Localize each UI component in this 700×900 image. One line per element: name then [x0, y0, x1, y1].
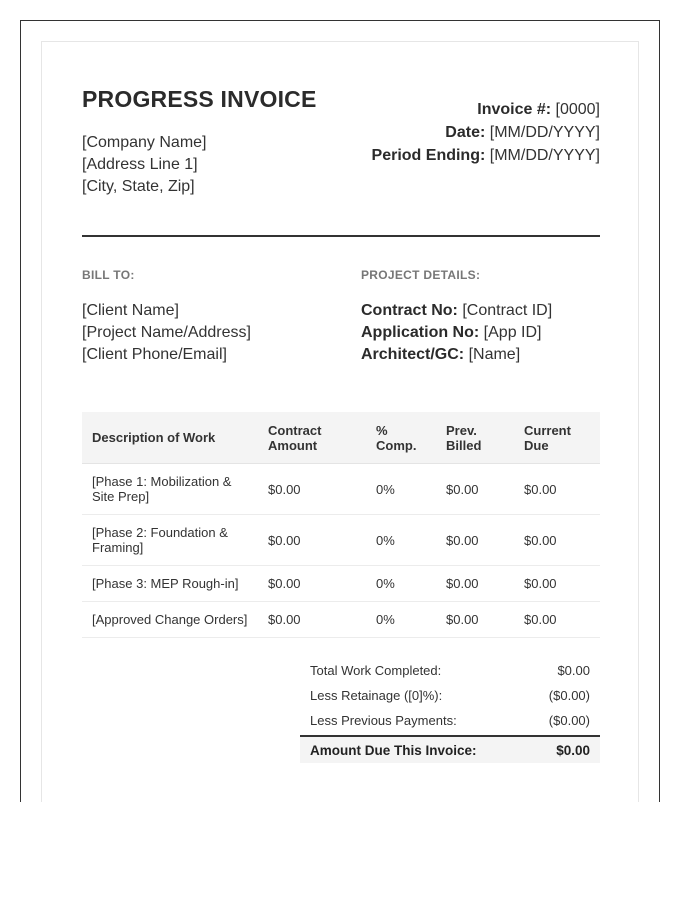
invoice-number-line: [372, 98, 600, 121]
row-percent-complete: 0%: [366, 515, 436, 566]
header-description: Description of Work: [82, 412, 258, 464]
table-header-row: [82, 412, 600, 464]
invoice-title: PROGRESS INVOICE: [82, 86, 317, 112]
row-contract-amount: $0.00: [258, 602, 366, 638]
row-current-due: $0.00: [514, 566, 600, 602]
totals-block: [300, 658, 600, 763]
architect-line: [361, 344, 552, 366]
row-description: [Approved Change Orders]: [82, 602, 258, 638]
header-contract-amount: Contract Amount: [258, 412, 366, 464]
client-contact: [Client Phone/Email]: [82, 346, 227, 363]
table-row: [82, 602, 600, 638]
row-description: [Phase 1: Mobilization & Site Prep]: [82, 464, 258, 515]
table-row: [82, 515, 600, 566]
amount-due-value: $0.00: [556, 742, 590, 758]
retainage-label: Less Retainage ([0]%):: [310, 688, 443, 703]
row-prev-billed: $0.00: [436, 602, 514, 638]
application-value: [App ID]: [483, 324, 542, 341]
row-current-due: $0.00: [514, 602, 600, 638]
retainage-value: ($0.00): [548, 688, 590, 703]
company-name: [Company Name]: [82, 134, 207, 151]
period-ending-value: [MM/DD/YYYY]: [489, 147, 600, 164]
invoice-meta: [372, 98, 600, 167]
row-percent-complete: 0%: [366, 464, 436, 515]
header-current-due: Current Due: [514, 412, 600, 464]
row-contract-amount: $0.00: [258, 566, 366, 602]
total-work-completed-label: Total Work Completed:: [310, 663, 442, 678]
project-details-block: [361, 300, 552, 366]
row-contract-amount: $0.00: [258, 464, 366, 515]
amount-due-row: [300, 735, 600, 763]
header-percent-complete: % Comp.: [366, 412, 436, 464]
bill-to-label: BILL TO:: [82, 268, 135, 282]
period-ending-line: [372, 144, 600, 167]
row-prev-billed: $0.00: [436, 515, 514, 566]
contract-label: Contract No:: [361, 302, 458, 319]
header-divider: [82, 235, 600, 237]
row-percent-complete: 0%: [366, 566, 436, 602]
row-description: [Phase 3: MEP Rough-in]: [82, 566, 258, 602]
bill-to-block: [82, 300, 251, 366]
total-work-completed-value: $0.00: [557, 663, 590, 678]
row-current-due: $0.00: [514, 515, 600, 566]
amount-due-label: Amount Due This Invoice:: [310, 742, 477, 758]
row-contract-amount: $0.00: [258, 515, 366, 566]
contract-value: [Contract ID]: [462, 302, 553, 319]
invoice-date-line: [372, 121, 600, 144]
invoice-date-value: [MM/DD/YYYY]: [489, 124, 600, 141]
previous-payments-value: ($0.00): [548, 713, 590, 728]
total-work-completed-row: [300, 658, 600, 683]
row-percent-complete: 0%: [366, 602, 436, 638]
architect-value: [Name]: [468, 346, 521, 363]
contract-line: [361, 300, 552, 322]
invoice-number-label: Invoice #:: [477, 101, 552, 118]
period-ending-label: Period Ending:: [371, 147, 486, 164]
invoice-date-label: Date:: [445, 124, 486, 141]
company-city: [City, State, Zip]: [82, 178, 195, 195]
architect-label: Architect/GC:: [361, 346, 465, 363]
previous-payments-row: [300, 708, 600, 733]
project-address: [Project Name/Address]: [82, 324, 251, 341]
row-description: [Phase 2: Foundation & Framing]: [82, 515, 258, 566]
invoice-number-value: [0000]: [555, 101, 600, 118]
table-row: [82, 566, 600, 602]
row-current-due: $0.00: [514, 464, 600, 515]
company-address: [Address Line 1]: [82, 156, 198, 173]
table-row: [82, 464, 600, 515]
project-details-label: PROJECT DETAILS:: [361, 268, 481, 282]
application-line: [361, 322, 552, 344]
row-prev-billed: $0.00: [436, 464, 514, 515]
previous-payments-label: Less Previous Payments:: [310, 713, 457, 728]
row-prev-billed: $0.00: [436, 566, 514, 602]
retainage-row: [300, 683, 600, 708]
line-items-table: [82, 412, 600, 638]
client-name: [Client Name]: [82, 302, 179, 319]
company-info: [82, 132, 207, 198]
application-label: Application No:: [361, 324, 480, 341]
header-prev-billed: Prev. Billed: [436, 412, 514, 464]
